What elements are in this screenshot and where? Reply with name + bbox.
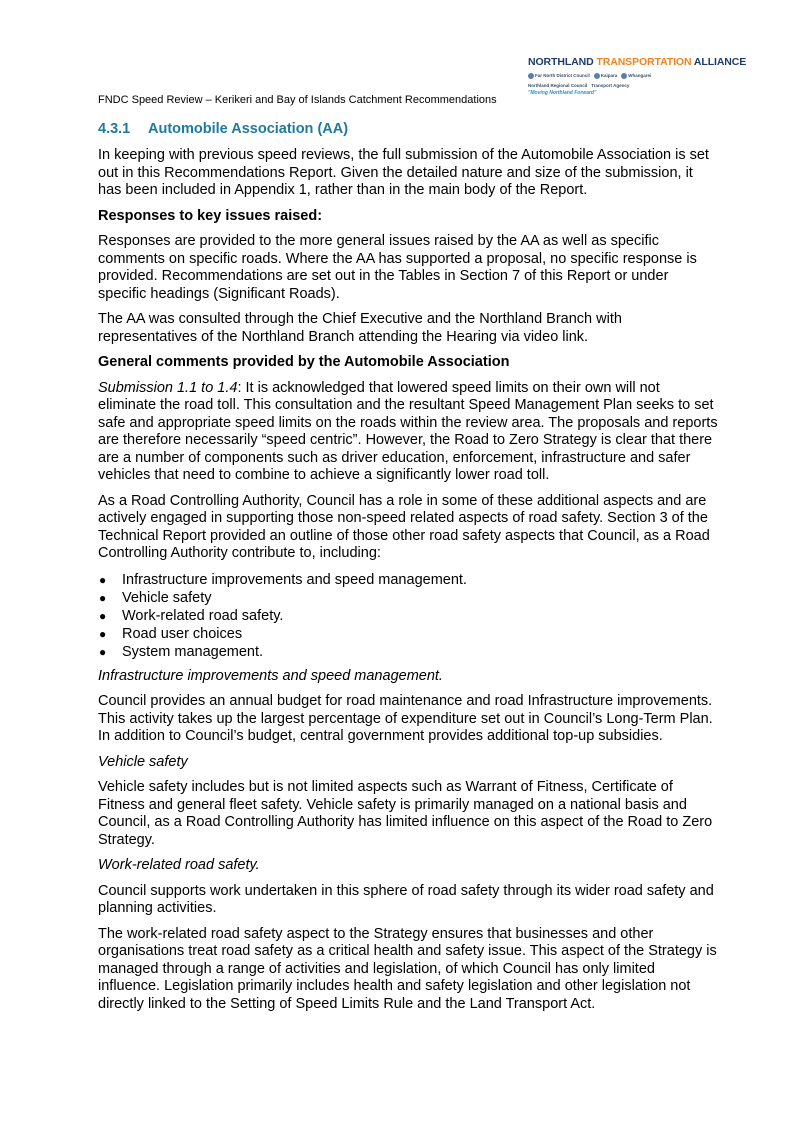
section-title: Automobile Association (AA): [148, 121, 349, 137]
section-number: 4.3.1: [98, 121, 131, 137]
document-body: [98, 119, 718, 1021]
rca-paragraph: As a Road Controlling Authority, Council has a role in some of these additional aspects and are actively engaged in supporting those non-speed related aspects of road safety. Section 3 of the Technical Report provided an outline of those other road safety aspects that Council, as a Road Controlling Authority contribute to, including:: [98, 492, 710, 561]
logo-partner-row-2: [528, 82, 708, 89]
logo-partner-1: Far North District Council: [528, 73, 590, 79]
logo-partner-4: Northland Regional Council: [528, 83, 588, 88]
submission-paragraph: [98, 380, 718, 485]
bullet-icon: ●: [99, 626, 107, 641]
work-related-paragraph-2: The work-related road safety aspect to the Strategy ensures that businesses and other organisations treat road safety as a critical health and safety issue. This aspect of the Strategy is managed through a range of activities and legislation, of which Council has only limited influence. Legislation primarily includes health and safety legislation and other legislation not directly linked to the Setting of Speed Limits Rule and the Land Transport Act.: [98, 925, 717, 1012]
running-header: FNDC Speed Review – Kerikeri and Bay of Islands Catchment Recommendations: [98, 94, 497, 106]
work-related-paragraph-1: Council supports work undertaken in this sphere of road safety through its wider road safety and planning activities.: [98, 882, 714, 916]
logo-title-part1: NORTHLAND: [528, 56, 597, 68]
list-item: ● System management.: [99, 643, 264, 660]
list-item: ● Vehicle safety: [99, 589, 212, 606]
general-comments-heading: General comments provided by the Automobile Association: [98, 354, 510, 370]
infrastructure-paragraph: Council provides an annual budget for road maintenance and road Infrastructure improvements. This activity takes up the largest percentage of expenditure set out in Council’s Long-Term Plan. In addition to Council’s budget, central government provides additional top-up subsidies.: [98, 693, 713, 744]
partner-mark-icon: [528, 73, 534, 79]
list-item: ● Infrastructure improvements and speed management.: [99, 571, 467, 588]
logo-partner-row: [528, 70, 708, 82]
logo-tagline: "Moving Northland Forward": [528, 90, 597, 96]
partner-mark-icon: [621, 73, 627, 79]
responses-heading: Responses to key issues raised:: [98, 207, 323, 224]
responses-paragraph-1: Responses are provided to the more general issues raised by the AA as well as specific comments on specific roads. Where the AA has supported a proposal, no specific response is provided. Recommendations are set out in the Tables in Section 7 of this Report or under specific headings (Significant Roads).: [98, 233, 697, 302]
logo-partner-2: Kaipara: [594, 73, 618, 79]
bullet-icon: ●: [99, 644, 107, 659]
logo-partner-5: Transport Agency: [591, 83, 630, 88]
infrastructure-subheading: Infrastructure improvements and speed management.: [98, 667, 443, 684]
list-item: ● Work-related road safety.: [99, 607, 284, 624]
bullet-icon: ●: [99, 572, 107, 587]
responses-paragraph-2: The AA was consulted through the Chief Executive and the Northland Branch with representatives of the Northland Branch attending the Hearing via video link.: [98, 311, 622, 345]
submission-reference: Submission 1.1 to 1.4: [98, 379, 238, 396]
bullet-icon: ●: [99, 608, 107, 623]
northland-transportation-alliance-logo: [528, 56, 747, 96]
list-item: ● Road user choices: [99, 625, 243, 642]
bullet-icon: ●: [99, 590, 107, 605]
vehicle-safety-paragraph: Vehicle safety includes but is not limited aspects such as Warrant of Fitness, Certificate of Fitness and general fleet safety. Vehicle safety is primarily managed on a national basis and Council, as a Road Controlling Authority has limited influence on this aspect of the Road to Zero Strategy.: [98, 779, 713, 848]
logo-title: [528, 56, 747, 68]
logo-partner-3: Whangarei: [621, 73, 651, 79]
work-related-subheading: Work-related road safety.: [98, 857, 260, 873]
road-safety-aspects-list: [98, 571, 718, 661]
intro-paragraph: In keeping with previous speed reviews, the full submission of the Automobile Association is set out in this Recommendations Report. Given the detailed nature and size of the submission, it has been included in Appendix 1, rather than in the main body of the Report.: [98, 147, 709, 198]
submission-text: : It is acknowledged that lowered speed limits on their own will not eliminate the road toll. This consultation and the resultant Speed Management Plan seeks to set safe and appropriate speed limits on the roads within the review area. The proposals and reports are therefore necessarily “speed centric”. However, the Road to Zero Strategy is clear that there are a number of components such as driver education, enforcement, infrastructure and safer vehicles that need to combine to achieve a significantly lower road toll.: [98, 379, 718, 483]
logo-title-part2: TRANSPORTATION: [596, 56, 692, 68]
vehicle-safety-subheading: Vehicle safety: [98, 753, 188, 770]
section-heading: [98, 119, 718, 139]
logo-title-part3: ALLIANCE: [691, 56, 747, 68]
partner-mark-icon: [594, 73, 600, 79]
